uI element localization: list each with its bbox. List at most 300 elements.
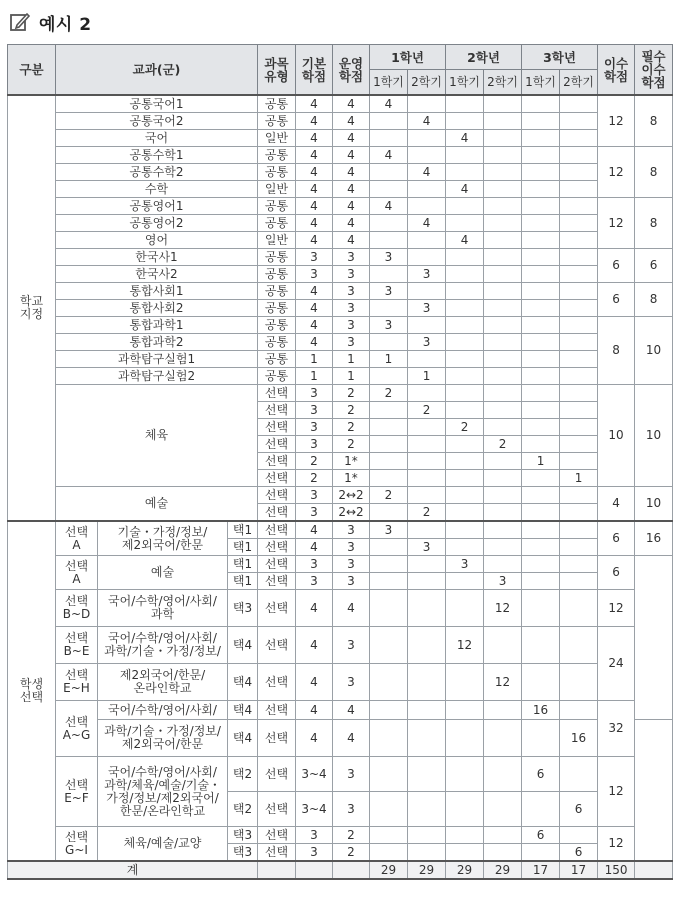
subject-list: 체육/예술/교양: [98, 827, 228, 862]
semester-cell: [446, 590, 484, 627]
required-credit: 8: [635, 283, 673, 317]
semester-cell: [446, 198, 484, 215]
base-credit: 4: [296, 283, 333, 300]
semester-cell: [446, 402, 484, 419]
semester-cell: 3: [446, 556, 484, 573]
semester-cell: [446, 453, 484, 470]
semester-cell: [560, 827, 598, 844]
subject-name: 통합과학2: [56, 334, 258, 351]
semester-cell: [522, 130, 560, 147]
subject-type: 선택: [258, 470, 296, 487]
semester-cell: [408, 181, 446, 198]
subject-type: 공통: [258, 283, 296, 300]
semester-cell: 1: [370, 351, 408, 368]
header-grade3: 3학년: [522, 45, 598, 70]
semester-cell: [408, 419, 446, 436]
semester-cell: [408, 701, 446, 720]
semester-cell: 12: [446, 627, 484, 664]
semester-cell: [484, 198, 522, 215]
subject-list: 제2외국어/한문/ 온라인학교: [98, 664, 228, 701]
semester-cell: [522, 470, 560, 487]
semester-cell: 16: [560, 720, 598, 757]
semester-cell: 4: [446, 232, 484, 249]
selection-group: 선택 A: [56, 521, 98, 556]
semester-cell: [370, 664, 408, 701]
base-credit: 4: [296, 664, 333, 701]
subject-type: 선택: [258, 521, 296, 539]
semester-cell: [522, 402, 560, 419]
semester-cell: [522, 539, 560, 556]
semester-cell: [408, 351, 446, 368]
base-credit: 3: [296, 402, 333, 419]
semester-cell: [522, 232, 560, 249]
semester-cell: [560, 249, 598, 266]
operating-credit: 2↔2: [333, 487, 370, 504]
semester-cell: [370, 419, 408, 436]
operating-credit: 1*: [333, 453, 370, 470]
subject-name: 한국사2: [56, 266, 258, 283]
base-credit: 3: [296, 487, 333, 504]
operating-credit: 4: [333, 130, 370, 147]
operating-credit: 4: [333, 113, 370, 130]
semester-cell: [484, 95, 522, 113]
semester-cell: [522, 317, 560, 334]
base-credit: 4: [296, 215, 333, 232]
base-credit: 1: [296, 368, 333, 385]
required-credit: 8: [635, 147, 673, 198]
semester-cell: 2: [408, 402, 446, 419]
isu-credit: 12: [598, 590, 635, 627]
table-row: [8, 198, 673, 215]
semester-cell: [370, 573, 408, 590]
subject-name: 국어: [56, 130, 258, 147]
header-gubun: 구분: [8, 45, 56, 96]
isu-credit: 32: [598, 701, 635, 757]
table-row: [8, 95, 673, 113]
required-credit: 8: [635, 198, 673, 249]
semester-cell: [370, 181, 408, 198]
subject-type: 공통: [258, 249, 296, 266]
semester-cell: [522, 487, 560, 504]
choice-count: 택2: [228, 792, 258, 827]
choice-count: 택4: [228, 701, 258, 720]
subject-name: 과학탐구실험2: [56, 368, 258, 385]
operating-credit: 1: [333, 368, 370, 385]
operating-credit: 3: [333, 317, 370, 334]
page-title-wrap: [9, 8, 92, 36]
semester-cell: [560, 181, 598, 198]
semester-cell: [370, 792, 408, 827]
subject-list: 예술: [98, 556, 228, 590]
semester-cell: [408, 827, 446, 844]
table-row: [8, 590, 673, 627]
semester-cell: [522, 573, 560, 590]
required-credit: 10: [635, 385, 673, 487]
semester-cell: [560, 130, 598, 147]
semester-cell: [484, 351, 522, 368]
subject-type: 공통: [258, 113, 296, 130]
semester-cell: 6: [560, 792, 598, 827]
header-g2-s1: 1학기: [446, 70, 484, 96]
school-designated-label: 학교 지정: [8, 95, 56, 521]
operating-credit: 2: [333, 827, 370, 844]
semester-cell: [370, 757, 408, 792]
operating-credit: 3: [333, 521, 370, 539]
semester-cell: [370, 164, 408, 181]
choice-count: 택4: [228, 720, 258, 757]
semester-cell: 6: [560, 844, 598, 862]
semester-cell: [484, 147, 522, 164]
total-semester: 17: [560, 861, 598, 879]
table-row: [8, 627, 673, 664]
semester-cell: 3: [408, 539, 446, 556]
subject-type: 선택: [258, 402, 296, 419]
operating-credit: 4: [333, 181, 370, 198]
semester-cell: [560, 351, 598, 368]
subject-type: 선택: [258, 792, 296, 827]
base-credit: 3: [296, 266, 333, 283]
semester-cell: [446, 368, 484, 385]
operating-credit: 3: [333, 539, 370, 556]
semester-cell: [446, 317, 484, 334]
base-credit: 3: [296, 385, 333, 402]
semester-cell: [560, 334, 598, 351]
isu-credit: 6: [598, 249, 635, 283]
base-credit: 4: [296, 300, 333, 317]
subject-name: 수학: [56, 181, 258, 198]
semester-cell: [560, 198, 598, 215]
semester-cell: [408, 283, 446, 300]
selection-group: 선택 E~F: [56, 757, 98, 827]
total-semester: 17: [522, 861, 560, 879]
semester-cell: [522, 95, 560, 113]
semester-cell: [560, 113, 598, 130]
subject-type: 선택: [258, 487, 296, 504]
semester-cell: [408, 757, 446, 792]
table-row: [8, 232, 673, 249]
semester-cell: [522, 351, 560, 368]
base-credit: 3: [296, 556, 333, 573]
semester-cell: [484, 521, 522, 539]
semester-cell: [370, 701, 408, 720]
semester-cell: [408, 317, 446, 334]
semester-cell: [484, 627, 522, 664]
semester-cell: 2: [370, 385, 408, 402]
operating-credit: 3: [333, 283, 370, 300]
base-credit: 3~4: [296, 792, 333, 827]
selection-group: 선택 E~H: [56, 664, 98, 701]
required-credit: 6: [635, 249, 673, 283]
semester-cell: [370, 844, 408, 862]
base-credit: 1: [296, 351, 333, 368]
subject-name: 공통영어1: [56, 198, 258, 215]
subject-type: 공통: [258, 300, 296, 317]
semester-cell: [560, 504, 598, 522]
semester-cell: [560, 95, 598, 113]
selection-group: 선택 B~E: [56, 627, 98, 664]
semester-cell: [446, 300, 484, 317]
header-base: 기본 학점: [296, 45, 333, 96]
semester-cell: 4: [370, 147, 408, 164]
semester-cell: 2: [370, 487, 408, 504]
base-credit: 4: [296, 701, 333, 720]
base-credit: 4: [296, 521, 333, 539]
subject-name: 공통국어2: [56, 113, 258, 130]
subject-list: 국어/수학/영어/사회/ 과학: [98, 590, 228, 627]
isu-credit: 12: [598, 198, 635, 249]
semester-cell: [484, 283, 522, 300]
table-row: [8, 113, 673, 130]
semester-cell: [446, 470, 484, 487]
base-credit: 4: [296, 720, 333, 757]
semester-cell: [484, 701, 522, 720]
semester-cell: [560, 539, 598, 556]
isu-credit: 6: [598, 556, 635, 590]
subject-type: 일반: [258, 130, 296, 147]
isu-credit: 8: [598, 317, 635, 385]
semester-cell: [560, 402, 598, 419]
semester-cell: [560, 368, 598, 385]
table-row: [8, 147, 673, 164]
subject-type: 공통: [258, 351, 296, 368]
subject-name: 공통수학1: [56, 147, 258, 164]
base-credit: 4: [296, 147, 333, 164]
operating-credit: 3: [333, 266, 370, 283]
subject-type: 공통: [258, 368, 296, 385]
choice-count: 택3: [228, 590, 258, 627]
selection-group: 선택 G~I: [56, 827, 98, 862]
base-credit: 3: [296, 504, 333, 522]
semester-cell: [484, 844, 522, 862]
semester-cell: [370, 504, 408, 522]
base-credit: 3: [296, 249, 333, 266]
isu-credit: 24: [598, 627, 635, 701]
semester-cell: [560, 283, 598, 300]
subject-type: 공통: [258, 164, 296, 181]
base-credit: 2: [296, 453, 333, 470]
semester-cell: [408, 573, 446, 590]
semester-cell: [408, 664, 446, 701]
table-row: [8, 249, 673, 266]
operating-credit: 4: [333, 215, 370, 232]
semester-cell: [370, 334, 408, 351]
semester-cell: [522, 198, 560, 215]
semester-cell: [446, 266, 484, 283]
semester-cell: [370, 827, 408, 844]
semester-cell: [408, 436, 446, 453]
operating-credit: 4: [333, 164, 370, 181]
subject-type: 선택: [258, 453, 296, 470]
subject-name: 공통영어2: [56, 215, 258, 232]
semester-cell: [370, 720, 408, 757]
choice-count: 택1: [228, 573, 258, 590]
subject-name: 한국사1: [56, 249, 258, 266]
semester-cell: [560, 757, 598, 792]
subject-list: 국어/수학/영어/사회/: [98, 701, 228, 720]
subject-type: 선택: [258, 720, 296, 757]
semester-cell: [484, 266, 522, 283]
semester-cell: [408, 470, 446, 487]
operating-credit: 3: [333, 556, 370, 573]
semester-cell: [484, 504, 522, 522]
semester-cell: [446, 701, 484, 720]
semester-cell: [446, 757, 484, 792]
semester-cell: 4: [446, 130, 484, 147]
semester-cell: [446, 487, 484, 504]
student-choice-label: 학생 선택: [8, 521, 56, 861]
choice-count: 택1: [228, 521, 258, 539]
semester-cell: [446, 249, 484, 266]
table-row: [8, 215, 673, 232]
table-row: [8, 283, 673, 300]
semester-cell: [522, 436, 560, 453]
semester-cell: [522, 385, 560, 402]
semester-cell: [408, 487, 446, 504]
semester-cell: [560, 521, 598, 539]
semester-cell: [446, 334, 484, 351]
semester-cell: [484, 249, 522, 266]
semester-cell: [370, 539, 408, 556]
semester-cell: 12: [484, 590, 522, 627]
required-credit: 8: [635, 95, 673, 147]
semester-cell: [446, 351, 484, 368]
subject-name: 과학탐구실험1: [56, 351, 258, 368]
semester-cell: [560, 385, 598, 402]
semester-cell: [522, 720, 560, 757]
selection-group: 선택 A~G: [56, 701, 98, 757]
semester-cell: [484, 827, 522, 844]
base-credit: 4: [296, 232, 333, 249]
semester-cell: [446, 664, 484, 701]
subject-type: 선택: [258, 385, 296, 402]
base-credit: 3: [296, 436, 333, 453]
subject-name: 공통국어1: [56, 95, 258, 113]
total-semester: 29: [484, 861, 522, 879]
base-credit: 4: [296, 130, 333, 147]
table-row: [8, 664, 673, 701]
semester-cell: [484, 470, 522, 487]
table-row: [8, 164, 673, 181]
subject-type: 선택: [258, 539, 296, 556]
subject-type: 공통: [258, 95, 296, 113]
subject-type: 선택: [258, 757, 296, 792]
semester-cell: [522, 521, 560, 539]
base-credit: 4: [296, 113, 333, 130]
choice-count: 택3: [228, 844, 258, 862]
base-credit: 3~4: [296, 757, 333, 792]
operating-credit: 2: [333, 402, 370, 419]
selection-group: 선택 B~D: [56, 590, 98, 627]
semester-cell: [408, 198, 446, 215]
semester-cell: 3: [370, 249, 408, 266]
operating-credit: 3: [333, 249, 370, 266]
semester-cell: [484, 164, 522, 181]
semester-cell: [484, 368, 522, 385]
semester-cell: [370, 130, 408, 147]
semester-cell: [408, 130, 446, 147]
isu-credit: 12: [598, 757, 635, 827]
subject-type: 선택: [258, 844, 296, 862]
semester-cell: [560, 266, 598, 283]
header-isu: 이수 학점: [598, 45, 635, 96]
required-credit-empty: [635, 556, 673, 720]
semester-cell: [560, 419, 598, 436]
semester-cell: [484, 556, 522, 573]
semester-cell: [446, 164, 484, 181]
subject-type: 선택: [258, 627, 296, 664]
semester-cell: 6: [522, 827, 560, 844]
semester-cell: [522, 556, 560, 573]
semester-cell: [484, 757, 522, 792]
semester-cell: [522, 249, 560, 266]
semester-cell: [370, 232, 408, 249]
table-row: [8, 300, 673, 317]
operating-credit: 4: [333, 198, 370, 215]
table-row: [8, 351, 673, 368]
subject-list: 기술・가정/정보/ 제2외국어/한문: [98, 521, 228, 556]
operating-credit: 3: [333, 627, 370, 664]
semester-cell: 1: [560, 470, 598, 487]
semester-cell: [408, 720, 446, 757]
semester-cell: 4: [408, 164, 446, 181]
semester-cell: [484, 539, 522, 556]
semester-cell: [408, 627, 446, 664]
semester-cell: [484, 130, 522, 147]
semester-cell: [446, 436, 484, 453]
base-credit: 4: [296, 590, 333, 627]
table-row: [8, 487, 673, 504]
subject-type: 선택: [258, 504, 296, 522]
table-row: [8, 385, 673, 402]
semester-cell: [446, 215, 484, 232]
semester-cell: [484, 232, 522, 249]
semester-cell: [446, 539, 484, 556]
semester-cell: [484, 113, 522, 130]
semester-cell: [370, 266, 408, 283]
semester-cell: 3: [484, 573, 522, 590]
semester-cell: [560, 556, 598, 573]
base-credit: 4: [296, 317, 333, 334]
subject-type: 선택: [258, 436, 296, 453]
semester-cell: [560, 300, 598, 317]
semester-cell: [446, 95, 484, 113]
base-credit: 4: [296, 198, 333, 215]
semester-cell: [370, 590, 408, 627]
table-row: [8, 556, 673, 573]
subject-name: 통합과학1: [56, 317, 258, 334]
base-credit: 4: [296, 95, 333, 113]
semester-cell: [522, 300, 560, 317]
semester-cell: [522, 147, 560, 164]
base-credit: 3: [296, 844, 333, 862]
subject-name: 공통수학2: [56, 164, 258, 181]
operating-credit: 3: [333, 757, 370, 792]
semester-cell: [484, 419, 522, 436]
isu-credit: 10: [598, 385, 635, 487]
subject-type: 선택: [258, 664, 296, 701]
header-type: 과목 유형: [258, 45, 296, 96]
semester-cell: [484, 792, 522, 827]
semester-cell: 12: [484, 664, 522, 701]
semester-cell: 3: [408, 266, 446, 283]
total-semester: 29: [370, 861, 408, 879]
semester-cell: [522, 664, 560, 701]
header-g3-s2: 2학기: [560, 70, 598, 96]
semester-cell: [560, 453, 598, 470]
semester-cell: 3: [370, 521, 408, 539]
semester-cell: [446, 792, 484, 827]
header-oper: 운영 학점: [333, 45, 370, 96]
